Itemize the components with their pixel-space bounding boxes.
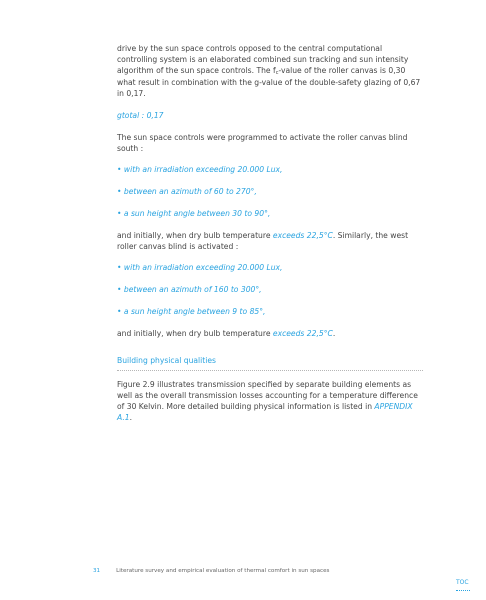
text: -value of the roller canvas is 0,30 what result in combination with the g-value of the double-safety glazing of 0,67 in 0,17. — [117, 65, 421, 99]
text: . Similarly, the west roller canvas blind is activated : — [117, 230, 409, 251]
page-footer — [93, 566, 329, 577]
appendix-link[interactable]: APPENDIX A.1 — [117, 401, 413, 422]
paragraph-roller-canvas — [117, 44, 423, 100]
west-bullet-3: • a sun height angle between 9 to 85°, — [117, 306, 266, 316]
paragraph-west-temperature — [117, 329, 423, 340]
text: drive by the sun space controls opposed to the central computational controlling system is an elaborated combined sun tracking and sun intensity algorithm of the sun space controls. The f — [117, 44, 409, 75]
subscript: c — [275, 69, 279, 76]
paragraph-west-intro — [117, 231, 423, 253]
section-heading: Building physical qualities — [117, 355, 216, 365]
text: and initially, when dry bulb temperature — [117, 230, 273, 240]
footer-title: Literature survey and empirical evaluation of thermal comfort in sun spaces — [116, 568, 330, 574]
west-bullet-1: • with an irradiation exceeding 20.000 Lux, — [117, 263, 283, 273]
paragraph-south-intro: The sun space controls were programmed to activate the roller canvas blind south : — [117, 132, 408, 153]
temperature-highlight: exceeds 22,5°C — [272, 230, 333, 240]
south-bullet-1: • with an irradiation exceeding 20.000 Lux, — [117, 165, 283, 175]
temperature-highlight: exceeds 22,5°C — [272, 328, 333, 338]
page-number: 31 — [93, 568, 101, 574]
west-bullet-2: • between an azimuth of 160 to 300°, — [117, 285, 262, 295]
south-bullet-2: • between an azimuth of 60 to 270°, — [117, 187, 257, 197]
paragraph-transmission — [117, 380, 423, 423]
heading-divider — [117, 370, 423, 371]
toc-underline — [456, 590, 470, 591]
toc-label: TOC — [456, 579, 469, 586]
gtotal-value: gtotal : 0,17 — [117, 110, 164, 120]
text: . — [129, 412, 133, 422]
text: . — [332, 328, 336, 338]
text: and initially, when dry bulb temperature — [117, 328, 273, 338]
south-bullet-3: • a sun height angle between 30 to 90°, — [117, 208, 271, 218]
toc-link[interactable] — [456, 578, 470, 591]
document-body — [117, 44, 423, 424]
text: Figure 2.9 illustrates transmission specified by separate building elements as well as the overall transmission losses accounting for a temperature difference of 30 Kelvin. More detailed building physical information is listed in — [117, 380, 418, 411]
